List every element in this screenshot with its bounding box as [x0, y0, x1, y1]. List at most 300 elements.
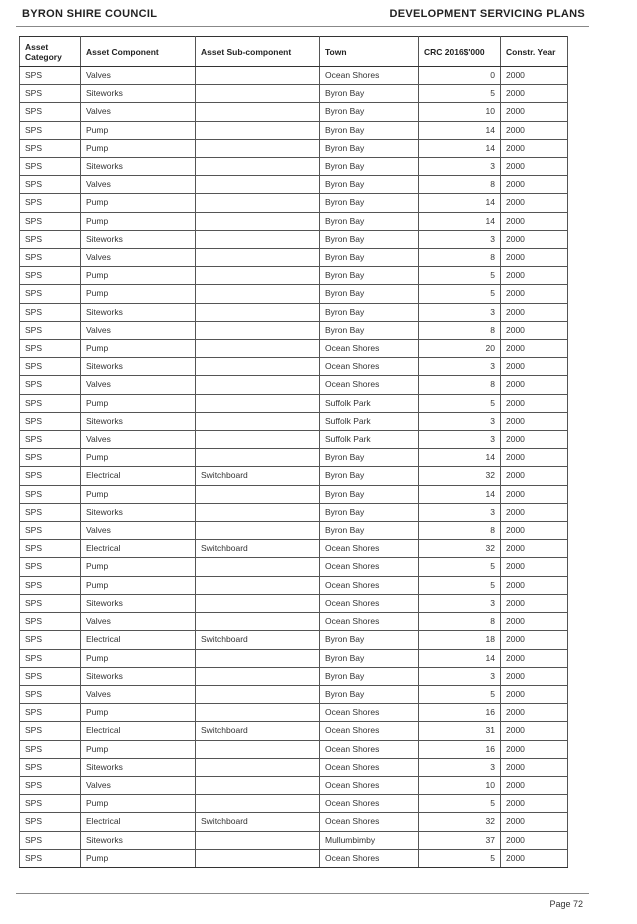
- table-row: [20, 321, 568, 339]
- table-row: [20, 449, 568, 467]
- cell-crc: 5: [419, 576, 501, 594]
- cell-subcomponent: [196, 358, 320, 376]
- cell-component: Valves: [81, 685, 196, 703]
- cell-category: SPS: [20, 449, 81, 467]
- cell-subcomponent: [196, 158, 320, 176]
- cell-town: Byron Bay: [320, 522, 419, 540]
- cell-town: Ocean Shores: [320, 576, 419, 594]
- cell-crc: 14: [419, 649, 501, 667]
- cell-component: Valves: [81, 776, 196, 794]
- cell-crc: 32: [419, 813, 501, 831]
- column-header-year: Constr. Year: [501, 37, 568, 67]
- cell-year: 2000: [501, 340, 568, 358]
- cell-year: 2000: [501, 412, 568, 430]
- table-row: [20, 176, 568, 194]
- cell-crc: 20: [419, 340, 501, 358]
- cell-year: 2000: [501, 121, 568, 139]
- cell-crc: 3: [419, 594, 501, 612]
- table-row: [20, 485, 568, 503]
- table-row: [20, 503, 568, 521]
- cell-year: 2000: [501, 485, 568, 503]
- cell-year: 2000: [501, 813, 568, 831]
- cell-year: 2000: [501, 503, 568, 521]
- cell-subcomponent: [196, 67, 320, 85]
- cell-component: Pump: [81, 558, 196, 576]
- cell-year: 2000: [501, 831, 568, 849]
- cell-town: Ocean Shores: [320, 776, 419, 794]
- cell-town: Byron Bay: [320, 631, 419, 649]
- cell-subcomponent: Switchboard: [196, 540, 320, 558]
- cell-town: Byron Bay: [320, 449, 419, 467]
- cell-subcomponent: [196, 103, 320, 121]
- table-row: [20, 776, 568, 794]
- cell-category: SPS: [20, 503, 81, 521]
- table-row: [20, 813, 568, 831]
- cell-component: Valves: [81, 522, 196, 540]
- cell-category: SPS: [20, 394, 81, 412]
- cell-component: Pump: [81, 795, 196, 813]
- cell-component: Valves: [81, 376, 196, 394]
- cell-crc: 14: [419, 449, 501, 467]
- cell-crc: 31: [419, 722, 501, 740]
- header-divider: [16, 26, 589, 27]
- cell-crc: 3: [419, 431, 501, 449]
- cell-year: 2000: [501, 631, 568, 649]
- cell-component: Pump: [81, 121, 196, 139]
- table-row: [20, 158, 568, 176]
- cell-crc: 3: [419, 412, 501, 430]
- cell-subcomponent: [196, 321, 320, 339]
- cell-component: Siteworks: [81, 230, 196, 248]
- cell-subcomponent: [196, 249, 320, 267]
- cell-component: Siteworks: [81, 831, 196, 849]
- cell-town: Byron Bay: [320, 485, 419, 503]
- cell-category: SPS: [20, 230, 81, 248]
- cell-subcomponent: [196, 139, 320, 157]
- cell-town: Byron Bay: [320, 230, 419, 248]
- cell-crc: 14: [419, 121, 501, 139]
- cell-component: Electrical: [81, 722, 196, 740]
- cell-component: Pump: [81, 340, 196, 358]
- cell-town: Byron Bay: [320, 121, 419, 139]
- cell-component: Siteworks: [81, 358, 196, 376]
- cell-crc: 3: [419, 503, 501, 521]
- table-row: [20, 667, 568, 685]
- cell-town: Ocean Shores: [320, 558, 419, 576]
- cell-town: Ocean Shores: [320, 540, 419, 558]
- cell-crc: 5: [419, 267, 501, 285]
- table-row: [20, 303, 568, 321]
- cell-year: 2000: [501, 540, 568, 558]
- cell-subcomponent: [196, 212, 320, 230]
- cell-year: 2000: [501, 776, 568, 794]
- cell-year: 2000: [501, 376, 568, 394]
- cell-town: Mullumbimby: [320, 831, 419, 849]
- cell-town: Ocean Shores: [320, 67, 419, 85]
- cell-category: SPS: [20, 267, 81, 285]
- cell-category: SPS: [20, 249, 81, 267]
- column-header-subcomponent: Asset Sub-component: [196, 37, 320, 67]
- cell-component: Pump: [81, 267, 196, 285]
- cell-town: Byron Bay: [320, 321, 419, 339]
- cell-crc: 5: [419, 849, 501, 867]
- cell-crc: 3: [419, 758, 501, 776]
- cell-category: SPS: [20, 431, 81, 449]
- cell-subcomponent: [196, 340, 320, 358]
- cell-subcomponent: Switchboard: [196, 722, 320, 740]
- cell-component: Electrical: [81, 467, 196, 485]
- cell-year: 2000: [501, 321, 568, 339]
- table-row: [20, 558, 568, 576]
- cell-crc: 5: [419, 285, 501, 303]
- table-row: [20, 358, 568, 376]
- cell-year: 2000: [501, 849, 568, 867]
- cell-crc: 16: [419, 740, 501, 758]
- cell-component: Pump: [81, 849, 196, 867]
- cell-town: Byron Bay: [320, 212, 419, 230]
- table-row: [20, 285, 568, 303]
- cell-town: Ocean Shores: [320, 758, 419, 776]
- cell-subcomponent: [196, 431, 320, 449]
- cell-component: Valves: [81, 321, 196, 339]
- table-row: [20, 340, 568, 358]
- cell-category: SPS: [20, 485, 81, 503]
- cell-town: Byron Bay: [320, 503, 419, 521]
- table-row: [20, 522, 568, 540]
- cell-component: Pump: [81, 449, 196, 467]
- table-row: [20, 795, 568, 813]
- cell-town: Byron Bay: [320, 176, 419, 194]
- cell-component: Pump: [81, 212, 196, 230]
- cell-subcomponent: [196, 267, 320, 285]
- cell-year: 2000: [501, 795, 568, 813]
- cell-category: SPS: [20, 576, 81, 594]
- cell-crc: 8: [419, 376, 501, 394]
- cell-component: Electrical: [81, 813, 196, 831]
- cell-year: 2000: [501, 67, 568, 85]
- cell-crc: 14: [419, 194, 501, 212]
- cell-year: 2000: [501, 194, 568, 212]
- table-row: [20, 613, 568, 631]
- table-row: [20, 467, 568, 485]
- cell-year: 2000: [501, 212, 568, 230]
- cell-category: SPS: [20, 849, 81, 867]
- cell-subcomponent: [196, 613, 320, 631]
- cell-crc: 14: [419, 485, 501, 503]
- cell-subcomponent: [196, 795, 320, 813]
- cell-town: Byron Bay: [320, 649, 419, 667]
- cell-component: Pump: [81, 485, 196, 503]
- cell-town: Ocean Shores: [320, 849, 419, 867]
- cell-category: SPS: [20, 412, 81, 430]
- cell-category: SPS: [20, 358, 81, 376]
- table-row: [20, 194, 568, 212]
- cell-component: Siteworks: [81, 158, 196, 176]
- cell-subcomponent: Switchboard: [196, 631, 320, 649]
- column-header-category: Asset Category: [20, 37, 81, 67]
- cell-town: Byron Bay: [320, 85, 419, 103]
- cell-subcomponent: Switchboard: [196, 813, 320, 831]
- cell-category: SPS: [20, 594, 81, 612]
- cell-subcomponent: [196, 704, 320, 722]
- table-row: [20, 431, 568, 449]
- table-row: [20, 849, 568, 867]
- cell-year: 2000: [501, 522, 568, 540]
- cell-town: Byron Bay: [320, 267, 419, 285]
- cell-component: Siteworks: [81, 594, 196, 612]
- cell-town: Ocean Shores: [320, 358, 419, 376]
- cell-crc: 18: [419, 631, 501, 649]
- cell-category: SPS: [20, 176, 81, 194]
- cell-year: 2000: [501, 740, 568, 758]
- cell-category: SPS: [20, 758, 81, 776]
- cell-crc: 32: [419, 467, 501, 485]
- cell-category: SPS: [20, 85, 81, 103]
- table-row: [20, 740, 568, 758]
- cell-subcomponent: [196, 649, 320, 667]
- cell-year: 2000: [501, 303, 568, 321]
- cell-subcomponent: [196, 849, 320, 867]
- cell-crc: 5: [419, 558, 501, 576]
- cell-category: SPS: [20, 631, 81, 649]
- cell-year: 2000: [501, 176, 568, 194]
- cell-year: 2000: [501, 103, 568, 121]
- cell-category: SPS: [20, 540, 81, 558]
- cell-category: SPS: [20, 685, 81, 703]
- cell-year: 2000: [501, 431, 568, 449]
- cell-subcomponent: [196, 85, 320, 103]
- table-row: [20, 139, 568, 157]
- cell-component: Pump: [81, 576, 196, 594]
- cell-component: Pump: [81, 194, 196, 212]
- cell-component: Valves: [81, 176, 196, 194]
- table-row: [20, 121, 568, 139]
- cell-town: Ocean Shores: [320, 740, 419, 758]
- cell-component: Siteworks: [81, 758, 196, 776]
- table-row: [20, 576, 568, 594]
- cell-component: Valves: [81, 249, 196, 267]
- cell-component: Siteworks: [81, 412, 196, 430]
- table-row: [20, 704, 568, 722]
- table-row: [20, 631, 568, 649]
- cell-component: Valves: [81, 431, 196, 449]
- table-row: [20, 758, 568, 776]
- cell-subcomponent: [196, 522, 320, 540]
- cell-year: 2000: [501, 249, 568, 267]
- cell-town: Byron Bay: [320, 139, 419, 157]
- cell-crc: 0: [419, 67, 501, 85]
- cell-town: Ocean Shores: [320, 722, 419, 740]
- footer-divider: [16, 893, 589, 894]
- table-row: [20, 685, 568, 703]
- cell-subcomponent: [196, 594, 320, 612]
- cell-category: SPS: [20, 722, 81, 740]
- document-title: DEVELOPMENT SERVICING PLANS: [389, 8, 585, 20]
- cell-town: Byron Bay: [320, 685, 419, 703]
- cell-subcomponent: [196, 503, 320, 521]
- cell-year: 2000: [501, 85, 568, 103]
- cell-crc: 8: [419, 321, 501, 339]
- cell-town: Byron Bay: [320, 158, 419, 176]
- cell-component: Electrical: [81, 540, 196, 558]
- page-number: Page 72: [549, 899, 583, 909]
- cell-subcomponent: [196, 740, 320, 758]
- cell-crc: 10: [419, 103, 501, 121]
- cell-crc: 32: [419, 540, 501, 558]
- cell-subcomponent: [196, 285, 320, 303]
- table-row: [20, 540, 568, 558]
- cell-year: 2000: [501, 394, 568, 412]
- cell-subcomponent: [196, 176, 320, 194]
- table-row: [20, 67, 568, 85]
- cell-category: SPS: [20, 558, 81, 576]
- table-row: [20, 722, 568, 740]
- cell-component: Pump: [81, 740, 196, 758]
- cell-town: Byron Bay: [320, 194, 419, 212]
- cell-crc: 5: [419, 795, 501, 813]
- cell-town: Byron Bay: [320, 667, 419, 685]
- cell-year: 2000: [501, 558, 568, 576]
- cell-component: Pump: [81, 704, 196, 722]
- cell-town: Ocean Shores: [320, 795, 419, 813]
- table-row: [20, 412, 568, 430]
- cell-category: SPS: [20, 522, 81, 540]
- cell-subcomponent: [196, 831, 320, 849]
- cell-town: Suffolk Park: [320, 431, 419, 449]
- cell-crc: 3: [419, 230, 501, 248]
- cell-crc: 5: [419, 394, 501, 412]
- cell-category: SPS: [20, 704, 81, 722]
- table-header-row: [20, 37, 568, 67]
- cell-category: SPS: [20, 303, 81, 321]
- cell-category: SPS: [20, 194, 81, 212]
- cell-town: Byron Bay: [320, 249, 419, 267]
- cell-category: SPS: [20, 649, 81, 667]
- asset-table: [19, 36, 568, 868]
- cell-component: Valves: [81, 67, 196, 85]
- cell-year: 2000: [501, 667, 568, 685]
- column-header-town: Town: [320, 37, 419, 67]
- cell-crc: 3: [419, 358, 501, 376]
- cell-crc: 5: [419, 685, 501, 703]
- cell-category: SPS: [20, 467, 81, 485]
- cell-town: Byron Bay: [320, 103, 419, 121]
- table-row: [20, 85, 568, 103]
- cell-town: Ocean Shores: [320, 376, 419, 394]
- cell-category: SPS: [20, 667, 81, 685]
- cell-crc: 14: [419, 139, 501, 157]
- table-row: [20, 376, 568, 394]
- cell-subcomponent: [196, 194, 320, 212]
- cell-subcomponent: [196, 758, 320, 776]
- cell-subcomponent: [196, 303, 320, 321]
- cell-component: Siteworks: [81, 503, 196, 521]
- cell-subcomponent: [196, 394, 320, 412]
- cell-component: Valves: [81, 613, 196, 631]
- cell-crc: 8: [419, 249, 501, 267]
- table-row: [20, 103, 568, 121]
- cell-category: SPS: [20, 776, 81, 794]
- cell-year: 2000: [501, 613, 568, 631]
- table-row: [20, 394, 568, 412]
- cell-year: 2000: [501, 267, 568, 285]
- cell-category: SPS: [20, 740, 81, 758]
- cell-town: Ocean Shores: [320, 813, 419, 831]
- cell-category: SPS: [20, 212, 81, 230]
- cell-year: 2000: [501, 230, 568, 248]
- cell-subcomponent: [196, 449, 320, 467]
- cell-year: 2000: [501, 158, 568, 176]
- cell-category: SPS: [20, 813, 81, 831]
- table-row: [20, 249, 568, 267]
- cell-category: SPS: [20, 103, 81, 121]
- cell-subcomponent: Switchboard: [196, 467, 320, 485]
- cell-year: 2000: [501, 722, 568, 740]
- cell-category: SPS: [20, 321, 81, 339]
- cell-year: 2000: [501, 139, 568, 157]
- cell-component: Siteworks: [81, 85, 196, 103]
- cell-town: Ocean Shores: [320, 704, 419, 722]
- table-row: [20, 267, 568, 285]
- cell-year: 2000: [501, 594, 568, 612]
- cell-category: SPS: [20, 139, 81, 157]
- cell-subcomponent: [196, 685, 320, 703]
- cell-subcomponent: [196, 776, 320, 794]
- cell-category: SPS: [20, 285, 81, 303]
- cell-component: Siteworks: [81, 667, 196, 685]
- cell-subcomponent: [196, 121, 320, 139]
- cell-category: SPS: [20, 613, 81, 631]
- cell-component: Electrical: [81, 631, 196, 649]
- cell-component: Siteworks: [81, 303, 196, 321]
- cell-subcomponent: [196, 230, 320, 248]
- cell-subcomponent: [196, 412, 320, 430]
- table-row: [20, 831, 568, 849]
- column-header-component: Asset Component: [81, 37, 196, 67]
- cell-town: Suffolk Park: [320, 394, 419, 412]
- cell-category: SPS: [20, 121, 81, 139]
- cell-component: Pump: [81, 394, 196, 412]
- cell-component: Pump: [81, 649, 196, 667]
- cell-subcomponent: [196, 576, 320, 594]
- cell-year: 2000: [501, 467, 568, 485]
- cell-crc: 10: [419, 776, 501, 794]
- cell-category: SPS: [20, 376, 81, 394]
- cell-crc: 5: [419, 85, 501, 103]
- cell-category: SPS: [20, 340, 81, 358]
- cell-crc: 8: [419, 176, 501, 194]
- cell-subcomponent: [196, 667, 320, 685]
- cell-town: Byron Bay: [320, 467, 419, 485]
- cell-town: Byron Bay: [320, 285, 419, 303]
- cell-category: SPS: [20, 795, 81, 813]
- cell-year: 2000: [501, 704, 568, 722]
- cell-year: 2000: [501, 649, 568, 667]
- table-row: [20, 649, 568, 667]
- cell-subcomponent: [196, 485, 320, 503]
- cell-category: SPS: [20, 831, 81, 849]
- table-row: [20, 230, 568, 248]
- cell-component: Valves: [81, 103, 196, 121]
- column-header-crc: CRC 2016$'000: [419, 37, 501, 67]
- cell-town: Suffolk Park: [320, 412, 419, 430]
- cell-crc: 8: [419, 613, 501, 631]
- table-row: [20, 212, 568, 230]
- cell-year: 2000: [501, 758, 568, 776]
- cell-subcomponent: [196, 376, 320, 394]
- table-row: [20, 594, 568, 612]
- cell-year: 2000: [501, 576, 568, 594]
